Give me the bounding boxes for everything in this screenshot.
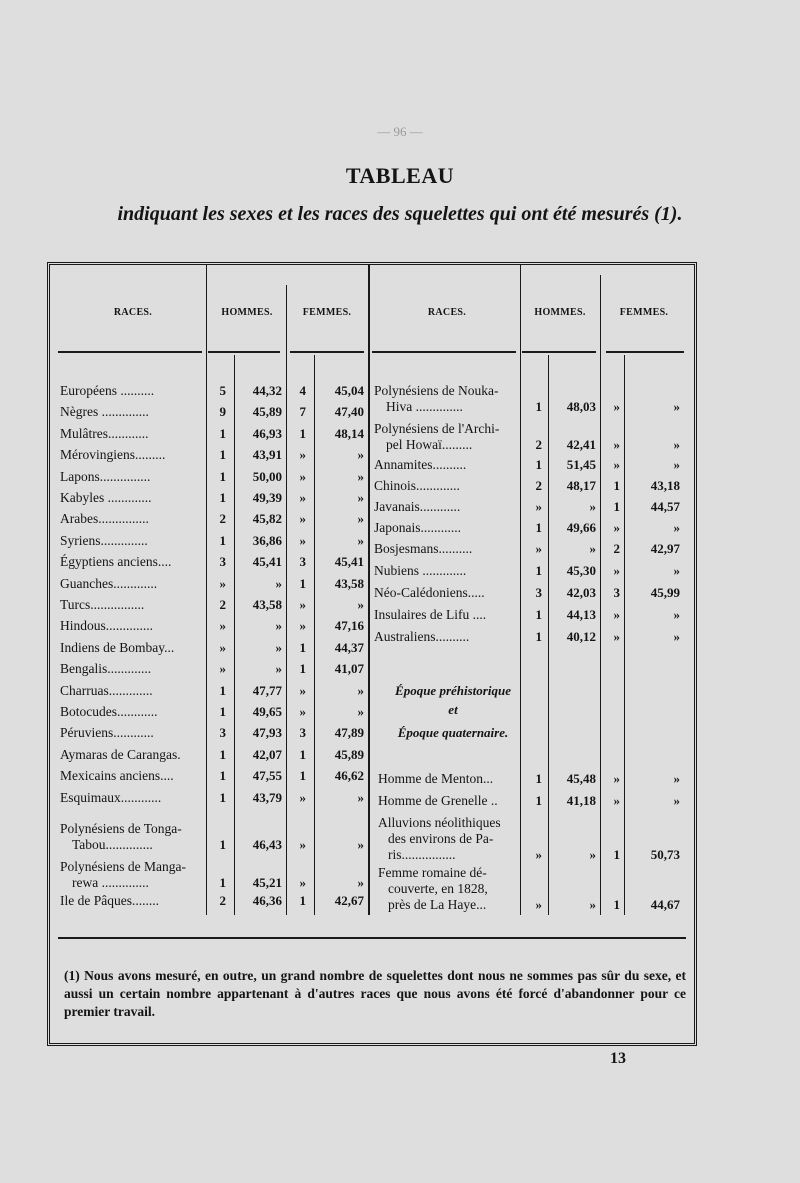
hommes-count: 2 — [219, 597, 226, 612]
femmes-value: 42,97 — [650, 541, 680, 556]
table-row — [50, 457, 690, 479]
race-name: Mexicains anciens.... — [60, 768, 174, 784]
hommes-value: 45,21 — [252, 875, 282, 890]
hommes-value: 48,17 — [566, 478, 596, 493]
race-name: Charruas............. — [60, 682, 153, 698]
table-row — [50, 747, 368, 769]
femmes-value: 41,07 — [334, 661, 364, 677]
hommes-value: » — [589, 897, 596, 912]
hommes-count: 1 — [219, 425, 226, 441]
race-name: Arabes............... — [60, 511, 149, 527]
race-name: Nègres .............. — [60, 404, 149, 420]
race-name: Bosjesmans.......... — [374, 541, 473, 556]
header-femmes-right: FEMMES. — [619, 307, 669, 318]
hommes-count: » — [219, 639, 226, 655]
hommes-count: 1 — [219, 490, 226, 505]
race-name: Hindous.............. — [60, 618, 154, 634]
hommes-value: » — [589, 847, 596, 862]
femmes-value: 44,37 — [334, 639, 364, 655]
race-name: Homme de Grenelle .. — [378, 793, 498, 808]
header-femmes-left: FEMMES. — [302, 307, 352, 318]
hommes-value: 46,36 — [252, 893, 282, 908]
hommes-value: 45,82 — [252, 511, 282, 527]
race-name: Péruviens............ — [60, 725, 154, 741]
header-rule — [606, 351, 684, 353]
hommes-value: 46,93 — [252, 425, 282, 441]
femmes-value: » — [357, 597, 364, 612]
hommes-count: 1 — [219, 768, 226, 784]
femmes-count: 1 — [613, 897, 620, 912]
femmes-count: » — [299, 597, 306, 612]
header-rule — [208, 351, 280, 353]
table-row — [50, 563, 690, 585]
table-row — [50, 421, 690, 452]
hommes-count: » — [535, 897, 542, 912]
femmes-count: » — [299, 682, 306, 698]
hommes-count: 1 — [219, 789, 226, 805]
femmes-value: 45,41 — [334, 554, 364, 570]
femmes-value: 45,04 — [334, 383, 364, 398]
table-row — [50, 865, 690, 915]
femmes-value: 50,73 — [650, 847, 680, 862]
hommes-count: 1 — [535, 520, 542, 535]
femmes-value: » — [357, 704, 364, 719]
table-row — [50, 607, 690, 629]
femmes-value: » — [357, 468, 364, 484]
race-name: Chinois............. — [374, 478, 460, 493]
femmes-count: 7 — [299, 404, 306, 420]
race-name: Ile de Pâques........ — [60, 893, 159, 908]
femmes-count: 3 — [299, 554, 306, 570]
hommes-value: » — [275, 639, 282, 655]
femmes-value: » — [673, 457, 680, 472]
hommes-value: » — [589, 541, 596, 556]
femmes-value: 45,89 — [334, 746, 364, 762]
table-row — [50, 683, 368, 705]
femmes-value: 47,16 — [334, 618, 364, 634]
femmes-count: 1 — [299, 893, 306, 908]
hommes-count: 1 — [219, 468, 226, 484]
hommes-value: 42,03 — [566, 585, 596, 600]
femmes-value: » — [673, 563, 680, 578]
femmes-count: 1 — [299, 575, 306, 591]
race-name: Bengalis............. — [60, 661, 152, 677]
femmes-value: 46,62 — [334, 768, 364, 784]
table-row — [50, 541, 690, 563]
femmes-count: 3 — [613, 585, 620, 600]
race-name: Japonais............ — [374, 520, 461, 535]
race-name: Indiens de Bombay... — [60, 639, 175, 655]
hommes-count: 1 — [219, 682, 226, 698]
femmes-count: 1 — [299, 768, 306, 784]
race-name: Polynésiens de l'Archi- — [374, 421, 500, 436]
femmes-value: » — [673, 437, 680, 452]
race-name: Aymaras de Carangas. — [60, 746, 181, 762]
header-rule — [290, 351, 364, 353]
race-name: Lapons............... — [60, 468, 151, 484]
hommes-value: 49,39 — [252, 490, 282, 505]
race-name: Alluvions néolithiques — [378, 815, 501, 830]
race-name: Homme de Menton... — [378, 771, 494, 786]
table-row — [50, 629, 690, 651]
hommes-count: » — [535, 499, 542, 514]
femmes-count: » — [613, 563, 620, 578]
hommes-count: 1 — [535, 793, 542, 808]
hommes-value: 41,18 — [566, 793, 596, 808]
femmes-value: » — [357, 837, 364, 852]
page-title: TABLEAU — [345, 163, 455, 188]
table-row — [50, 478, 690, 500]
hommes-value: 44,32 — [252, 383, 282, 398]
femmes-count: » — [613, 607, 620, 622]
page-top-number: — 96 — — [377, 124, 423, 139]
hommes-value: 45,30 — [566, 563, 596, 578]
header-races-left: RACES. — [113, 307, 153, 318]
hommes-count: 3 — [219, 725, 226, 741]
femmes-value: » — [673, 607, 680, 622]
header-hommes-left: HOMMES. — [221, 307, 273, 318]
race-name: Polynésiens de Tonga- — [60, 821, 182, 836]
hommes-count: 1 — [219, 704, 226, 719]
femmes-value: » — [357, 875, 364, 890]
table-row — [50, 815, 690, 865]
femmes-count: » — [613, 399, 620, 414]
femmes-count: » — [613, 437, 620, 452]
femmes-count: » — [299, 468, 306, 484]
hommes-value: 49,66 — [566, 520, 596, 535]
table-row — [50, 585, 690, 607]
hommes-count: 2 — [219, 511, 226, 527]
race-name: Australiens.......... — [374, 629, 470, 644]
page-subtitle: indiquant les sexes et les races des squelettes qui ont été mesurés (1). — [117, 203, 683, 225]
femmes-value: » — [357, 511, 364, 527]
hommes-count: 1 — [219, 746, 226, 762]
header-races-right: RACES. — [427, 307, 467, 318]
hommes-value: 44,13 — [566, 607, 596, 622]
table-row — [50, 520, 690, 542]
hommes-value: 40,12 — [566, 629, 596, 644]
femmes-value: » — [357, 532, 364, 548]
femmes-count: » — [613, 520, 620, 535]
table-row — [50, 661, 368, 683]
hommes-count: 2 — [219, 893, 226, 908]
femmes-value: 48,14 — [334, 425, 364, 441]
race-name: Botocudes............ — [60, 704, 158, 719]
race-name-cont: Tabou.............. — [72, 837, 153, 852]
hommes-count: 2 — [535, 437, 542, 452]
hommes-count: » — [219, 618, 226, 634]
table-row — [50, 499, 690, 521]
femmes-value: » — [673, 629, 680, 644]
hommes-value: 43,79 — [252, 789, 282, 805]
hommes-value: 42,41 — [566, 437, 596, 452]
femmes-value: » — [357, 447, 364, 463]
femmes-count: 3 — [299, 725, 306, 741]
femmes-value: 47,89 — [334, 725, 364, 741]
race-name: Javanais............ — [374, 499, 461, 514]
race-name-cont: ris................ — [388, 847, 456, 862]
femmes-count: 1 — [613, 499, 620, 514]
femmes-value: 44,67 — [650, 897, 680, 912]
femmes-count: 1 — [613, 847, 620, 862]
hommes-value: 45,41 — [252, 554, 282, 570]
hommes-count: 3 — [535, 585, 542, 600]
hommes-count: 1 — [535, 771, 542, 786]
race-name: Syriens.............. — [60, 532, 148, 548]
femmes-value: 43,58 — [334, 575, 364, 591]
femmes-count: 2 — [613, 541, 620, 556]
hommes-value: » — [275, 661, 282, 677]
table-row — [50, 704, 368, 726]
hommes-value: 51,45 — [566, 457, 596, 472]
header-rule — [372, 351, 516, 353]
femmes-value: » — [357, 682, 364, 698]
femmes-count: » — [299, 837, 306, 852]
hommes-value: 48,03 — [566, 399, 596, 414]
hommes-count: 1 — [535, 457, 542, 472]
femmes-value: » — [357, 490, 364, 505]
race-name: Polynésiens de Manga- — [60, 859, 186, 874]
hommes-value: 50,00 — [252, 468, 282, 484]
femmes-value: » — [673, 793, 680, 808]
race-name: Mulâtres............ — [60, 425, 149, 441]
hommes-count: 1 — [535, 399, 542, 414]
femmes-count: 1 — [613, 478, 620, 493]
hommes-value: » — [589, 499, 596, 514]
hommes-count: » — [219, 575, 226, 591]
race-name: Nubiens ............. — [374, 563, 467, 578]
race-name: Insulaires de Lifu .... — [374, 607, 487, 622]
race-name: Annamites.......... — [374, 457, 467, 472]
section-heading-quaternary: Époque quaternaire. — [397, 725, 509, 740]
race-name: Néo-Calédoniens..... — [374, 585, 485, 600]
hommes-count: 1 — [219, 837, 226, 852]
hommes-count: 5 — [219, 383, 226, 398]
race-name: Kabyles ............. — [60, 490, 152, 505]
table-frame — [47, 262, 697, 1046]
race-name: Femme romaine dé- — [378, 865, 487, 880]
race-name-cont: des environs de Pa- — [388, 831, 494, 846]
hommes-count: 1 — [219, 875, 226, 890]
femmes-count: » — [299, 789, 306, 805]
hommes-count: 1 — [219, 532, 226, 548]
race-name-cont: rewa .............. — [72, 875, 149, 890]
femmes-count: » — [299, 511, 306, 527]
femmes-count: 1 — [299, 746, 306, 762]
header-rule — [522, 351, 596, 353]
hommes-value: 46,43 — [252, 837, 282, 852]
hommes-value: 42,07 — [252, 746, 282, 762]
hommes-value: 43,91 — [252, 447, 282, 463]
hommes-count: » — [535, 847, 542, 862]
femmes-count: 1 — [299, 425, 306, 441]
femmes-value: » — [357, 789, 364, 805]
hommes-value: 47,55 — [252, 768, 282, 784]
femmes-count: » — [613, 457, 620, 472]
footnote: (1) Nous avons mesuré, en outre, un grand nombre de squelettes dont nous ne sommes pas sûr du sexe, et aussi un certain nombre appartenant à d'autres races que nous avons été forcé d'abandonner pour ce premier travail. — [64, 968, 686, 1019]
femmes-count: » — [299, 875, 306, 890]
race-name-cont: couverte, en 1828, — [388, 881, 488, 896]
race-name-cont: près de La Haye... — [388, 897, 487, 912]
section-heading-prehistoric: Époque préhistorique — [395, 683, 511, 698]
table-bottom-rule — [58, 937, 686, 939]
hommes-value: 36,86 — [252, 532, 282, 548]
race-name: Polynésiens de Nouka- — [374, 383, 499, 398]
femmes-count: » — [299, 618, 306, 634]
race-name: Guanches............. — [60, 575, 158, 591]
femmes-count: » — [613, 793, 620, 808]
femmes-count: 4 — [299, 383, 306, 398]
header-rule — [58, 351, 202, 353]
hommes-value: 45,89 — [252, 404, 282, 420]
race-name: Égyptiens anciens.... — [60, 554, 172, 570]
header-hommes-right: HOMMES. — [534, 307, 586, 318]
femmes-count: 1 — [299, 639, 306, 655]
hommes-count: » — [535, 541, 542, 556]
hommes-count: 2 — [535, 478, 542, 493]
race-name-cont: pel Howaï......... — [386, 437, 473, 452]
femmes-count: » — [299, 447, 306, 463]
femmes-count: » — [299, 490, 306, 505]
femmes-count: » — [299, 532, 306, 548]
femmes-count: » — [613, 771, 620, 786]
section-heading-et: et — [448, 702, 458, 717]
femmes-value: 44,57 — [650, 499, 680, 514]
femmes-value: » — [673, 520, 680, 535]
hommes-count: 1 — [219, 447, 226, 463]
race-name-cont: Hiva .............. — [386, 399, 463, 414]
femmes-count: » — [299, 704, 306, 719]
femmes-count: » — [613, 629, 620, 644]
femmes-value: » — [673, 771, 680, 786]
race-name: Européens .......... — [60, 383, 155, 398]
femmes-count: 1 — [299, 661, 306, 677]
race-name: Turcs................ — [60, 597, 145, 612]
hommes-count: 3 — [219, 554, 226, 570]
femmes-value: 45,99 — [650, 585, 680, 600]
femmes-value: 42,67 — [334, 893, 364, 908]
hommes-count: 1 — [535, 629, 542, 644]
femmes-value: 47,40 — [334, 404, 364, 420]
hommes-value: 47,77 — [252, 682, 282, 698]
hommes-value: 49,65 — [252, 704, 282, 719]
hommes-value: 45,48 — [566, 771, 596, 786]
hommes-value: 47,93 — [252, 725, 282, 741]
table-row — [50, 725, 368, 747]
hommes-count: 1 — [535, 607, 542, 622]
femmes-value: » — [673, 399, 680, 414]
hommes-count: » — [219, 661, 226, 677]
hommes-value: » — [275, 575, 282, 591]
page-number: 13 — [610, 1050, 626, 1067]
hommes-count: 1 — [535, 563, 542, 578]
race-name: Esquimaux............ — [60, 789, 162, 805]
femmes-value: 43,18 — [650, 478, 680, 493]
hommes-count: 9 — [219, 404, 226, 420]
hommes-value: 43,58 — [252, 597, 282, 612]
race-name: Mérovingiens......... — [60, 447, 166, 463]
hommes-value: » — [275, 618, 282, 634]
